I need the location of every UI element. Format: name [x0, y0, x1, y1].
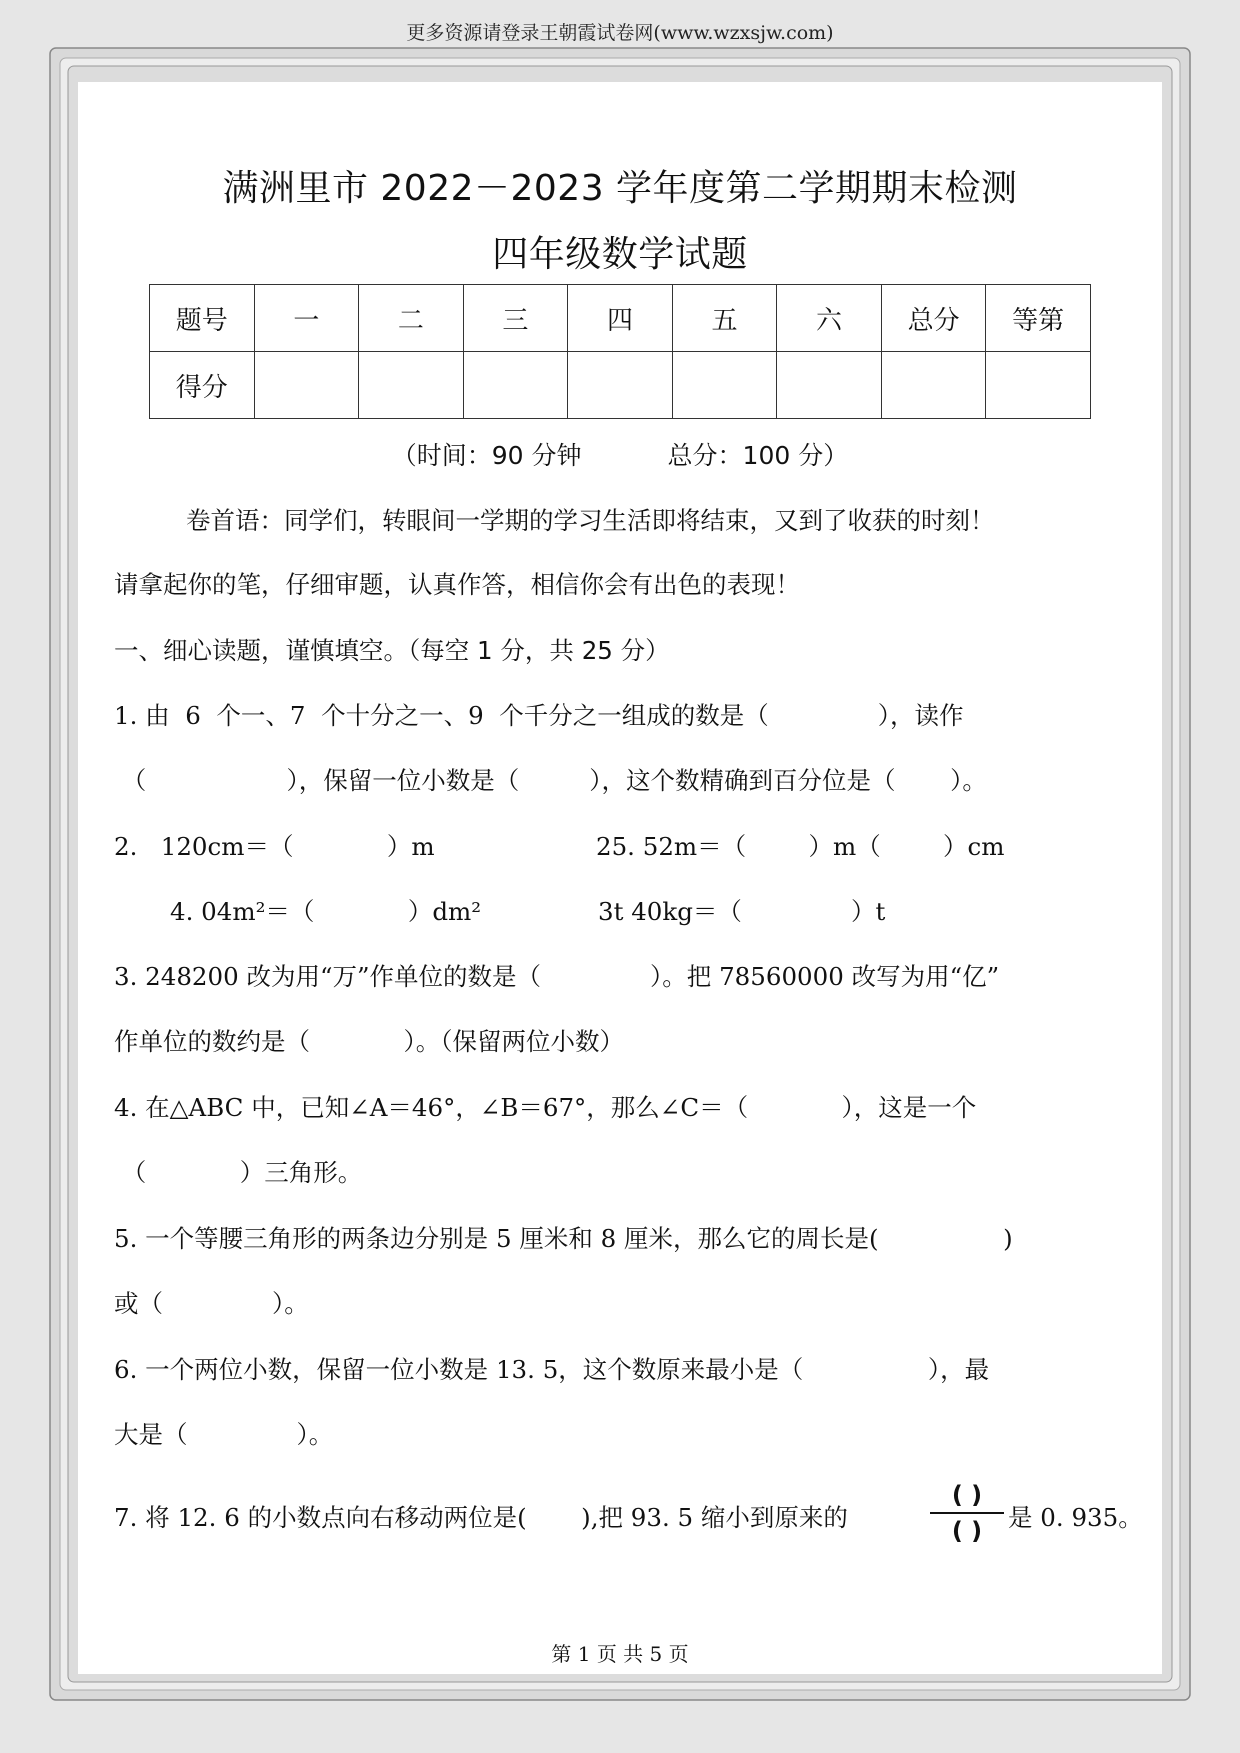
question-1-line-2: （ ），保留一位小数是（ ），这个数精确到百分位是（ ）。 — [114, 766, 987, 795]
time-info — [0, 436, 1240, 472]
score-header-cell: 三 — [463, 285, 568, 352]
question-7-tail: 是 0. 935。 — [1008, 1503, 1143, 1532]
score-cell-grade[interactable] — [986, 352, 1091, 419]
intro-line-2: 请拿起你的笔，仔细审题，认真作答，相信你会有出色的表现！ — [114, 570, 800, 599]
question-6-line-1: 6. 一个两位小数，保留一位小数是 13. 5，这个数原来最小是（ ），最 — [114, 1355, 990, 1384]
question-7-line: 7. 将 12. 6 的小数点向右移动两位是( ),把 93. 5 缩小到原来的 — [114, 1503, 848, 1532]
question-3-line-2: 作单位的数约是（ ）。（保留两位小数） — [114, 1027, 624, 1056]
score-header-cell: 二 — [359, 285, 464, 352]
question-2-item-2: 25. 52m＝（ ）m（ ）cm — [596, 832, 1005, 861]
question-2-item-3: 4. 04m²＝（ ）dm² — [170, 897, 482, 926]
fraction-bar — [930, 1512, 1004, 1514]
question-5-line-2: 或（ ）。 — [114, 1289, 309, 1318]
page-footer: 第 1 页 共 5 页 — [551, 1642, 689, 1666]
question-5-line-1: 5. 一个等腰三角形的两条边分别是 5 厘米和 8 厘米，那么它的周长是( ) — [114, 1224, 1013, 1253]
score-header-cell: 等第 — [986, 285, 1091, 352]
total-score: 总分：100 分） — [667, 441, 849, 470]
score-header-cell: 五 — [672, 285, 777, 352]
score-header-cell: 一 — [254, 285, 359, 352]
score-cell-3[interactable] — [463, 352, 568, 419]
question-2-item-1: 2. 120cm＝（ ）m — [114, 832, 435, 861]
intro-line-1: 卷首语：同学们，转眼间一学期的学习生活即将结束，又到了收获的时刻！ — [186, 506, 995, 535]
fraction-denominator-blank[interactable]: ( ) — [951, 1517, 983, 1545]
score-cell-1[interactable] — [254, 352, 359, 419]
score-row-label: 得分 — [150, 352, 255, 419]
question-1-line-1: 1. 由 6 个一、7 个十分之一、9 个千分之一组成的数是（ ），读作 — [114, 701, 964, 730]
exam-title: 满洲里市 2022－2023 学年度第二学期期末检测 — [222, 168, 1018, 209]
question-6-line-2: 大是（ ）。 — [114, 1420, 334, 1449]
score-table — [149, 284, 1091, 419]
section-1-heading: 一、细心读题，谨慎填空。（每空 1 分，共 25 分） — [114, 636, 670, 665]
question-4-line-2: （ ）三角形。 — [114, 1158, 363, 1187]
score-header-cell: 六 — [777, 285, 882, 352]
score-table-score-row — [150, 352, 1091, 419]
score-cell-6[interactable] — [777, 352, 882, 419]
score-cell-4[interactable] — [568, 352, 673, 419]
question-2-item-4: 3t 40kg＝（ ）t — [598, 897, 886, 926]
score-header-cell: 题号 — [150, 285, 255, 352]
score-table-header-row — [150, 285, 1091, 352]
watermark-text: 更多资源请登录王朝霞试卷网(www.wzxsjw.com) — [406, 22, 834, 44]
fraction-numerator-blank[interactable]: ( ) — [951, 1481, 983, 1509]
exam-subtitle: 四年级数学试题 — [492, 234, 748, 275]
score-header-cell: 四 — [568, 285, 673, 352]
score-cell-5[interactable] — [672, 352, 777, 419]
question-3-line-1: 3. 248200 改为用“万”作单位的数是（ ）。把 78560000 改写为用“亿” — [114, 962, 1000, 991]
score-header-cell: 总分 — [881, 285, 986, 352]
score-cell-2[interactable] — [359, 352, 464, 419]
question-4-line-1: 4. 在△ABC 中，已知∠A＝46°，∠B＝67°，那么∠C＝（ ），这是一个 — [114, 1093, 977, 1122]
question-7-fraction — [930, 1480, 1004, 1546]
time-limit: （时间：90 分钟 — [391, 441, 582, 470]
score-cell-total[interactable] — [881, 352, 986, 419]
